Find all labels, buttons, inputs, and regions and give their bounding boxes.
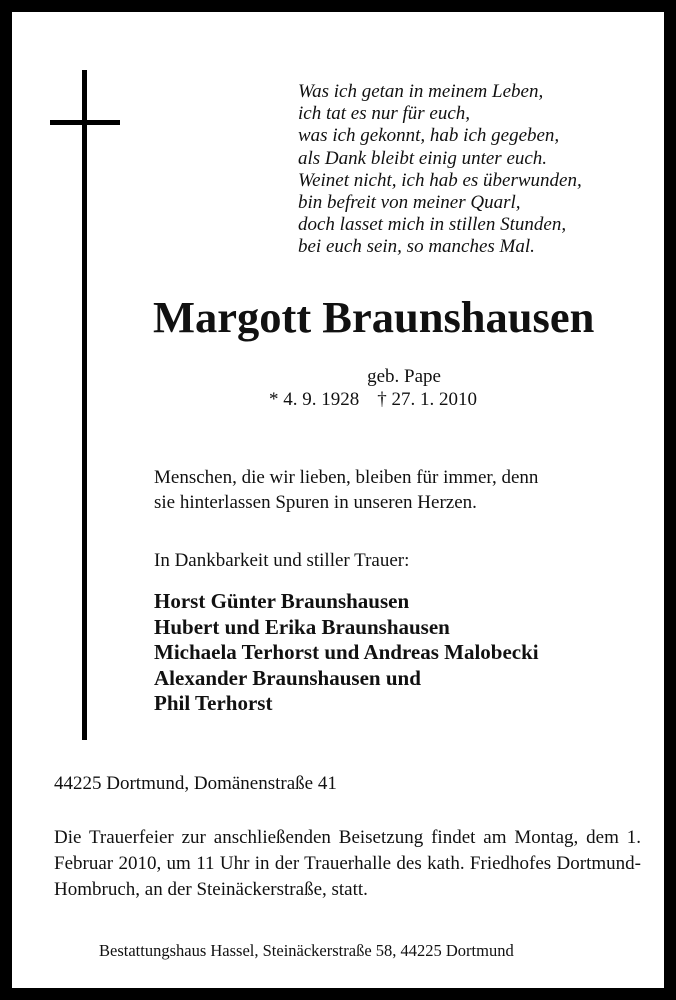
poem-line: bei euch sein, so manches Mal.	[298, 236, 535, 258]
poem-line: Weinet nicht, ich hab es überwunden,	[298, 169, 582, 191]
memorial-quote	[154, 465, 538, 515]
service-info: Die Trauerfeier zur anschließenden Beisetzung findet am Montag, dem 1. Februar 2010, um 11 Uhr in der Trauerhalle des kath. Friedhofes Dortmund-Hombruch, an der Steinäckerstraße, statt.	[54, 827, 641, 900]
mourning-intro: In Dankbarkeit und stiller Trauer:	[154, 550, 410, 571]
life-dates	[269, 388, 477, 412]
poem-line: Was ich getan in meinem Leben,	[298, 81, 544, 102]
mourners-list	[154, 589, 539, 717]
cross-icon	[82, 70, 87, 740]
poem-line: bin befreit von meiner Quarl,	[298, 192, 521, 214]
poem-line: doch lasset mich in stillen Stunden,	[298, 214, 567, 236]
mourner: Alexander Braunshausen und	[154, 665, 421, 690]
mourner: Michaela Terhorst und Andreas Malobecki	[154, 640, 539, 664]
birth-date: 4. 9. 1928	[283, 389, 360, 410]
quote-line: Menschen, die wir lieben, bleiben für immer, denn	[154, 467, 539, 488]
birth-symbol: *	[269, 389, 279, 410]
poem-line: ich tat es nur für euch,	[298, 103, 471, 125]
poem-line: als Dank bleibt einig unter euch.	[298, 147, 548, 169]
mourner: Horst Günter Braunshausen	[154, 589, 410, 613]
quote-line: sie hinterlassen Spuren in unseren Herzen.	[154, 492, 477, 513]
birth-name: geb. Pape	[367, 366, 441, 387]
poem-line: was ich gekonnt, hab ich gegeben,	[298, 125, 560, 147]
undertaker-info: Bestattungshaus Hassel, Steinäckerstraße 58, 44225 Dortmund	[99, 941, 514, 960]
family-address: 44225 Dortmund, Domänenstraße 41	[54, 773, 337, 794]
death-date: 27. 1. 2010	[391, 389, 477, 410]
deceased-name: Margott Braunshausen	[153, 292, 595, 342]
cross-icon-bar	[50, 120, 120, 125]
poem	[298, 81, 582, 259]
mourner: Phil Terhorst	[154, 691, 273, 715]
mourner: Hubert und Erika Braunshausen	[154, 614, 450, 639]
death-cross-icon: †	[377, 389, 387, 410]
